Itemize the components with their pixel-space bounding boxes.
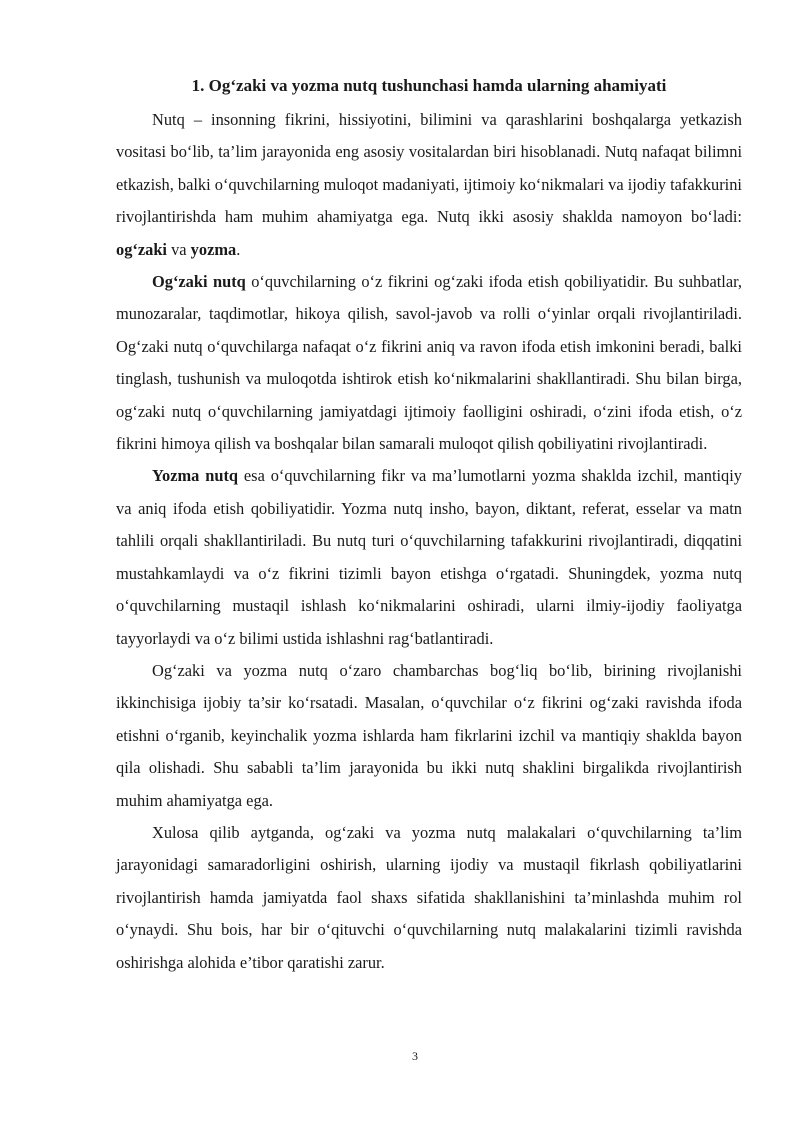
paragraph-relationship: Og‘zaki va yozma nutq o‘zaro chambarchas bog‘liq bo‘lib, birining rivojlanishi ikkinchisiga ijobiy ta’sir ko‘rsatadi. Masalan, o‘quvchilar o‘z fikrini og‘zaki ravishda ifoda etishni o‘rganib, keyinchalik yozma ishlarda ham fikrlarini izchil va mantiqiy shaklda bayon qila olishadi. Shu sababli ta’lim jarayonida bu ikki nutq shaklini birgalikda rivojlantirish muhim ahamiyatga ega. (116, 660, 742, 810)
paragraph-conclusion: Xulosa qilib aytganda, og‘zaki va yozma nutq malakalari o‘quvchilarning ta’lim jarayonidagi samaradorligini oshirish, ularning ijodiy va mustaqil fikrlash qobiliyatlarini rivojlantirish hamda jamiyatda faol shaxs sifatida shakllanishini ta’minlashda muhim rol o‘ynaydi. Shu bois, har bir o‘qituvchi o‘quvchilarning nutq malakalarini tizimli ravishda oshirishga alohida e’tibor qaratishi zarur. (116, 822, 742, 972)
paragraph-oral-speech-text: o‘quvchilarning o‘z fikrini og‘zaki ifoda etish qobiliyatidir. Bu suhbatlar, munozaralar, taqdimotlar, hikoya qilish, savol-javob va rolli o‘yinlar orqali rivojlantiriladi. Og‘zaki nutq o‘quvchilarga nafaqat o‘z fikrini aniq va ravon ifoda etish imkonini beradi, balki tinglash, tushunish va muloqotda ishtirok etish ko‘nikmalarini shakllantiradi. Shu bilan birga, og‘zaki nutq o‘quvchilarning jamiyatdagi ijtimoiy faolligini oshiradi, o‘zini ifoda etish, o‘z fikrini himoya qilish va boshqalar bilan samarali muloqot qilish qobiliyatini rivojlantiradi. (116, 272, 742, 454)
term-oral-speech: Og‘zaki nutq (152, 272, 246, 292)
sentence-end: . (236, 239, 241, 259)
paragraph-intro (116, 104, 742, 266)
paragraph-written-speech-text: esa o‘quvchilarning fikr va ma’lumotlarni yozma shaklda izchil, mantiqiy va aniq ifoda etish qobiliyatidir. Yozma nutq insho, bayon, diktant, referat, esselar va matn tahlili orqali shakllantiriladi. Bu nutq turi o‘quvchilarning tafakkurini rivojlantiradi, diqqatini mustahkamlaydi va o‘z fikrini tizimli bayon etishga o‘rgatadi. Shuningdek, yozma nutq o‘quvchilarning mustaqil ishlash ko‘nikmalarini oshiradi, ularni ilmiy-ijodiy faoliyatga tayyorlaydi va o‘z bilimi ustida ishlashni rag‘batlantiradi. (116, 466, 742, 648)
conjunction: va (167, 239, 191, 259)
paragraph-written-speech (116, 460, 742, 654)
paragraph-oral-speech (116, 266, 742, 460)
term-oral: og‘zaki (116, 239, 167, 259)
term-written-speech: Yozma nutq (152, 466, 239, 486)
section-heading: 1. Og‘zaki va yozma nutq tushunchasi hamda ularning ahamiyati (191, 76, 667, 95)
paragraph-intro-text: Nutq – insonning fikrini, hissiyotini, bilimini va qarashlarini boshqalarga yetkazish vositasi bo‘lib, ta’lim jarayonida eng asosiy vositalardan biri hisoblanadi. Nutq nafaqat bilimni etkazish, balki o‘quvchilarning muloqot madaniyati, ijtimoiy ko‘nikmalari va ijodiy tafakkurini rivojlantirishda ham muhim ahamiyatga ega. Nutq ikki asosiy shaklda namoyon bo‘ladi: (116, 110, 742, 227)
page-number: 3 (412, 1049, 418, 1063)
document-page (116, 74, 742, 979)
term-written: yozma (190, 239, 237, 259)
